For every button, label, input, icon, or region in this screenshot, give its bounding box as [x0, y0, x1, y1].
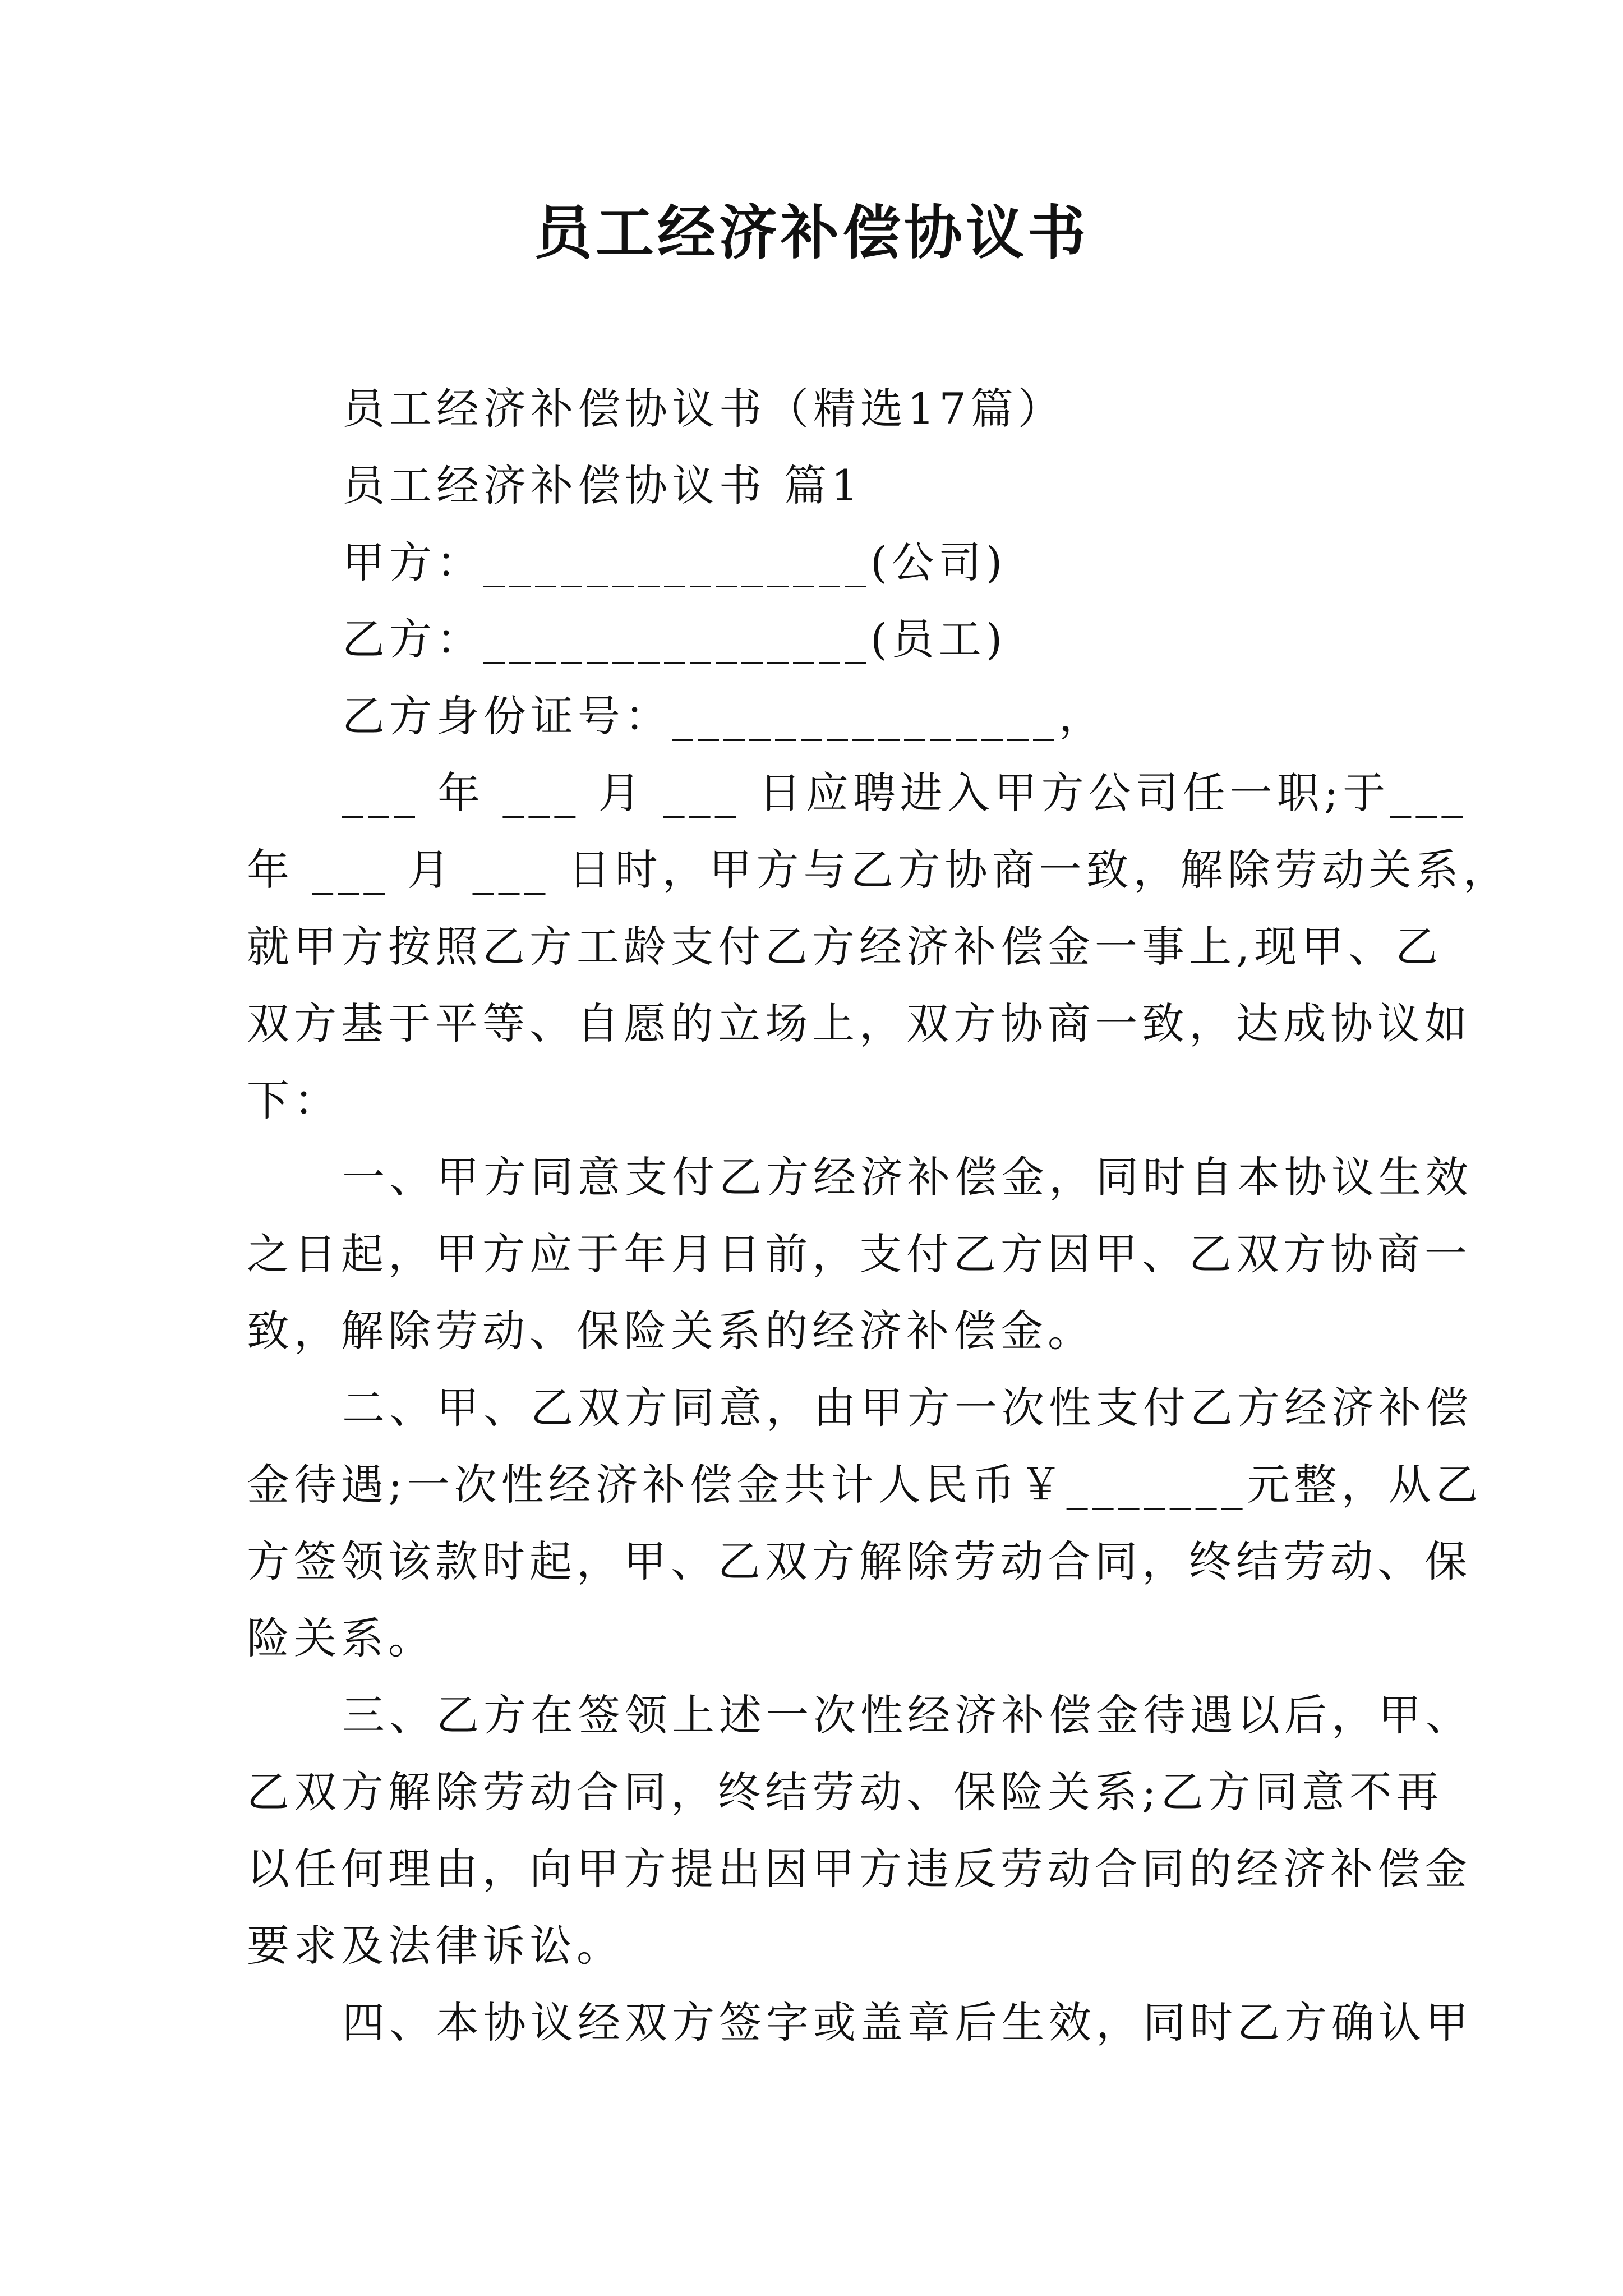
document-title: 员工经济补偿协议书 — [533, 198, 1089, 267]
clause-3-line: 要求及法律诉讼。 — [247, 1921, 624, 1971]
clause-2-line: 方签领该款时起，甲、乙双方解除劳动合同，终结劳动、保 — [247, 1536, 1472, 1586]
clause-4-line: 四、本协议经双方签字或盖章后生效，同时乙方确认甲 — [342, 1998, 1473, 2047]
paragraph-line: 下： — [247, 1075, 341, 1125]
document-body — [247, 370, 1510, 2061]
clause-1-line: 之日起，甲方应于年月日前，支付乙方因甲、乙双方协商一 — [247, 1229, 1472, 1279]
paragraph-line: 年 ___ 月 ___ 日时，甲方与乙方协商一致，解除劳动关系， — [247, 845, 1510, 895]
clause-3-line: 以任何理由，向甲方提出因甲方违反劳动合同的经济补偿金 — [247, 1844, 1472, 1894]
subtitle-line: 员工经济补偿协议书（精选17篇） — [342, 384, 1065, 434]
party-b-id-line: 乙方身份证号：_______________， — [342, 691, 1106, 741]
clause-1-line: 一、甲方同意支付乙方经济补偿金，同时自本协议生效 — [342, 1152, 1473, 1202]
paragraph-line: ___ 年 ___ 月 ___ 日应聘进入甲方公司任一职;于___ — [342, 768, 1468, 818]
clause-2-line: 金待遇;一次性经济补偿金共计人民币￥_______元整，从乙 — [247, 1460, 1483, 1510]
clause-1-line: 致，解除劳动、保险关系的经济补偿金。 — [247, 1306, 1095, 1356]
paragraph-line: 双方基于平等、自愿的立场上，双方协商一致，达成协议如 — [247, 999, 1472, 1048]
clause-3-line: 三、乙方在签领上述一次性经济补偿金待遇以后，甲、 — [342, 1690, 1473, 1740]
clause-2-line: 险关系。 — [247, 1613, 435, 1663]
paragraph-line: 就甲方按照乙方工龄支付乙方经济补偿金一事上,现甲、乙 — [247, 922, 1443, 972]
section-heading: 员工经济补偿协议书 篇1 — [342, 461, 863, 510]
party-a-line: 甲方：_______________(公司) — [342, 537, 1007, 587]
party-b-line: 乙方：_______________(员工) — [342, 614, 1007, 664]
clause-3-line: 乙双方解除劳动合同，终结劳动、保险关系;乙方同意不再 — [247, 1767, 1444, 1817]
clause-2-line: 二、甲、乙双方同意，由甲方一次性支付乙方经济补偿 — [342, 1383, 1473, 1433]
